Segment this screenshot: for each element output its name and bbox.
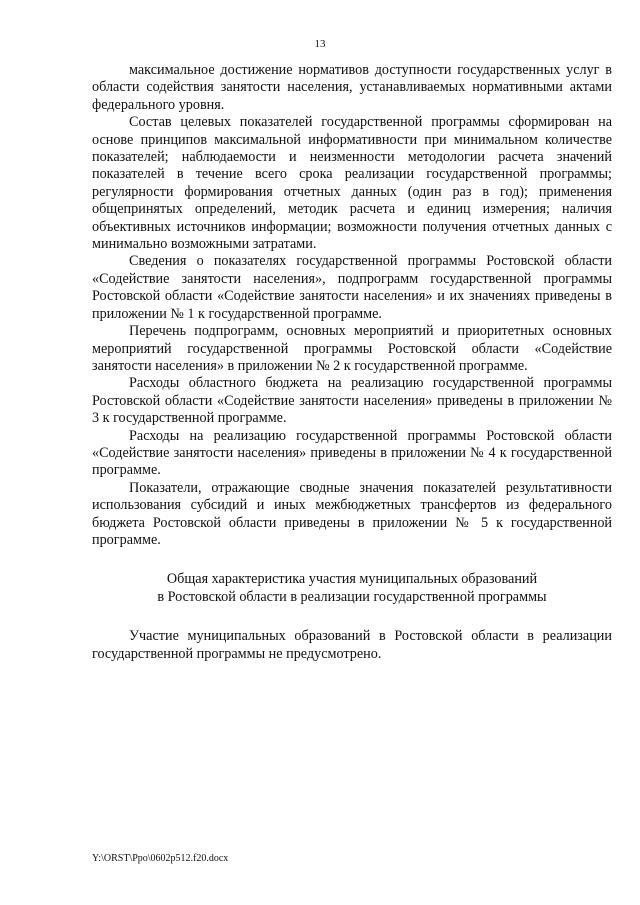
page-number: 13 [314,38,326,50]
paragraph-expenses: Расходы на реализацию государственной программы Ростовской области «Содействие занятости населения» приведены в приложении № 4 к государственной программе. [92,427,612,479]
section-heading-line-2: в Ростовской области в реализации государственной программы [157,588,547,605]
footer-file-path: Y:\ORST\Ppo\0602p512.f20.docx [92,853,229,864]
section-heading-line-1: Общая характеристика участия муниципальных образований [166,571,538,588]
paragraph-continued: максимальное достижение нормативов доступности государственных услуг в области содействия занятости населения, устанавливаемых нормативными актами федерального уровня. [92,62,612,113]
paragraph-subprograms-list: Перечень подпрограмм, основных мероприятий и приоритетных основных мероприятий государственной программы Ростовской области «Содействие занятости населения» в приложении № 2 к государственной программе. [92,323,612,374]
paragraph-subsidy-indicators: Показатели, отражающие сводные значения показателей результативности использования субсидий и иных межбюджетных трансфертов из федерального бюджета Ростовской области приведены в приложении № 5 к государственной программе. [92,479,612,548]
paragraph-regional-budget: Расходы областного бюджета на реализацию государственной программы Ростовской области «Содействие занятости населения» приведены в приложении № 3 к государственной программе. [92,375,612,427]
paragraph-municipal-participation: Участие муниципальных образований в Ростовской области в реализации государственной программы не предусмотрено. [92,628,612,662]
paragraph-indicators-info: Сведения о показателях государственной программы Ростовской области «Содействие занятости населения», подпрограмм государственной программы Ростовской области «Содействие занятости населения» и их значениях приведены в приложении № 1 к государственной программе. [92,253,612,322]
document-body [92,62,612,663]
paragraph-indicators-composition: Состав целевых показателей государственной программы сформирован на основе принципов максимальной информативности при минимальном количестве показателей; наблюдаемости и неизменности методологии расчета значений показателей в течение всего срока реализации государственной программы; регулярности формирования отчетных данных (один раз в год); применения общепринятых определений, методик расчета и единиц измерения; наличия объективных источников информации; возможности получения отчетных данных с минимально возможными затратами. [92,114,612,253]
section-heading [92,571,612,606]
